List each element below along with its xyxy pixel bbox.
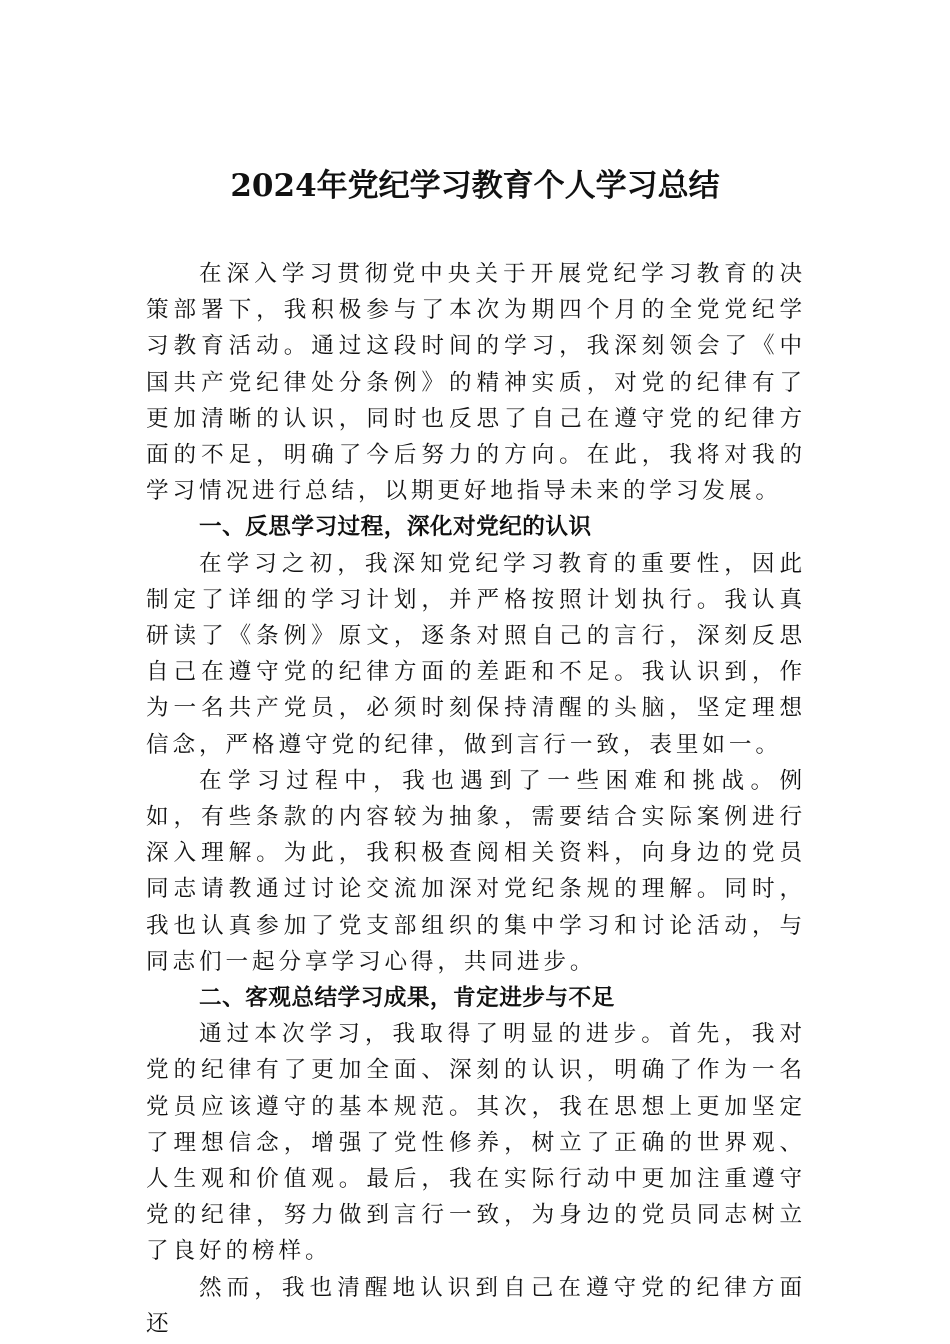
document-body bbox=[146, 256, 806, 1342]
section2-paragraph-2: 然而，我也清醒地认识到自己在遵守党的纪律方面还 bbox=[146, 1274, 806, 1337]
section1-paragraph-2: 在学习过程中，我也遇到了一些困难和挑战。例如，有些条款的内容较为抽象，需要结合实际案例进行深入理解。为此，我积极查阅相关资料，向身边的党员同志请教通过讨论交流加深对党纪条规的理解。同时，我也认真参加了党支部组织的集中学习和讨论活动，与同志们一起分享学习心得，共同进步。 bbox=[146, 767, 806, 975]
section-heading-2: 二、客观总结学习成果，肯定进步与不足 bbox=[199, 985, 615, 1012]
section-heading-1: 一、反思学习过程，深化对党纪的认识 bbox=[199, 514, 592, 541]
intro-paragraph: 在深入学习贯彻党中央关于开展党纪学习教育的决策部署下，我积极参与了本次为期四个月的全党党纪学习教育活动。通过这段时间的学习，我深刻领会了《中国共产党纪律处分条例》的精神实质，对党的纪律有了更加清晰的认识，同时也反思了自己在遵守党的纪律方面的不足，明确了今后努力的方向。在此，我将对我的学习情况进行总结，以期更好地指导未来的学习发展。 bbox=[146, 261, 806, 505]
section1-paragraph-1: 在学习之初，我深知党纪学习教育的重要性，因此制定了详细的学习计划，并严格按照计划执行。我认真研读了《条例》原文，逐条对照自己的言行，深刻反思自己在遵守党的纪律方面的差距和不足。我认识到，作为一名共产党员，必须时刻保持清醒的头脑，坚定理想信念，严格遵守党的纪律，做到言行一致，表里如一。 bbox=[146, 550, 806, 758]
document-title: 2024年党纪学习教育个人学习总结 bbox=[230, 168, 720, 204]
section2-paragraph-1: 通过本次学习，我取得了明显的进步。首先，我对党的纪律有了更加全面、深刻的认识，明确了作为一名党员应该遵守的基本规范。其次，我在思想上更加坚定了理想信念，增强了党性修养，树立了正确的世界观、人生观和价值观。最后，我在实际行动中更加注重遵守党的纪律，努力做到言行一致，为身边的党员同志树立了良好的榜样。 bbox=[146, 1021, 806, 1265]
